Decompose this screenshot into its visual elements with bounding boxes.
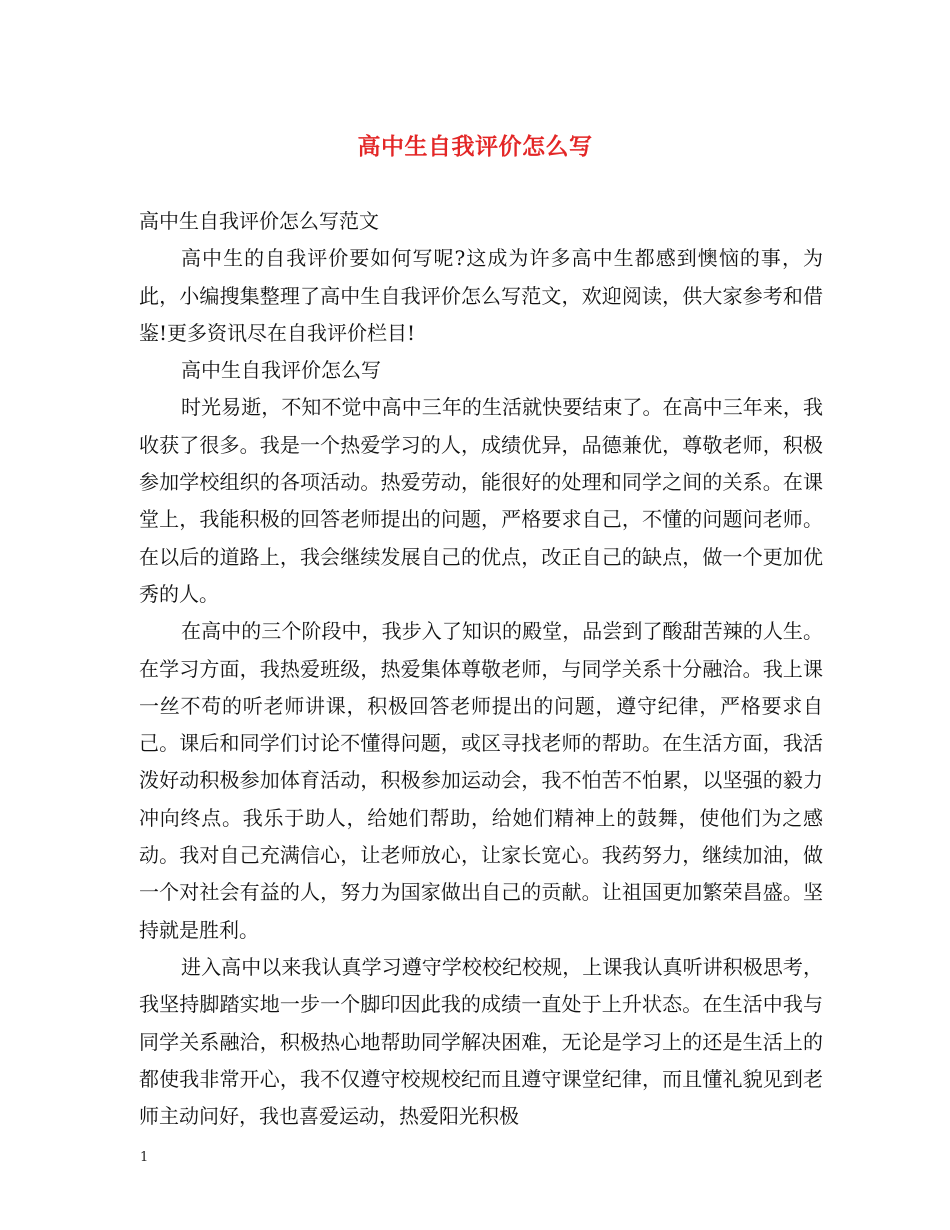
paragraph-intro: 高中生的自我评价要如何写呢?这成为许多高中生都感到懊恼的事，为此，小编搜集整理了高中生自我评价怎么写范文，欢迎阅读，供大家参考和借鉴!更多资讯尽在自我评价栏目! xyxy=(139,246,823,345)
document-subtitle: 高中生自我评价怎么写范文 xyxy=(139,209,379,233)
document-body xyxy=(139,203,823,1135)
paragraph-1: 时光易逝，不知不觉中高中三年的生活就快要结束了。在高中三年来，我收获了很多。我是一个热爱学习的人，成绩优异，品德兼优，尊敬老师，积极参加学校组织的各项活动。热爱劳动，能很好的处理和同学之间的关系。在课堂上，我能积极的回答老师提出的问题，严格要求自己，不懂的问题问老师。在以后的道路上，我会继续发展自己的优点，改正自己的缺点，做一个更加优秀的人。 xyxy=(139,395,823,606)
page-number: 1 xyxy=(140,1150,149,1165)
paragraph-3: 进入高中以来我认真学习遵守学校校纪校规，上课我认真听讲积极思考，我坚持脚踏实地一步一个脚印因此我的成绩一直处于上升状态。在生活中我与同学关系融洽，积极热心地帮助同学解决困难，无论是学习上的还是生活上的都使我非常开心，我不仅遵守校规校纪而且遵守课堂纪律，而且懂礼貌见到老师主动问好，我也喜爱运动，热爱阳光积极 xyxy=(139,954,823,1129)
paragraph-2: 在高中的三个阶段中，我步入了知识的殿堂，品尝到了酸甜苦辣的人生。在学习方面，我热爱班级，热爱集体尊敬老师，与同学关系十分融洽。我上课一丝不苟的听老师讲课，积极回答老师提出的问题，遵守纪律，严格要求自己。课后和同学们讨论不懂得问题，或区寻找老师的帮助。在生活方面，我活泼好动积极参加体育活动，积极参加运动会，我不怕苦不怕累，以坚强的毅力冲向终点。我乐于助人，给她们帮助，给她们精神上的鼓舞，使他们为之感动。我对自己充满信心，让老师放心，让家长宽心。我药努力，继续加油，做一个对社会有益的人，努力为国家做出自己的贡献。让祖国更加繁荣昌盛。坚持就是胜利。 xyxy=(139,619,823,942)
section-heading: 高中生自我评价怎么写 xyxy=(181,358,381,383)
page-title: 高中生自我评价怎么写 xyxy=(357,133,593,160)
